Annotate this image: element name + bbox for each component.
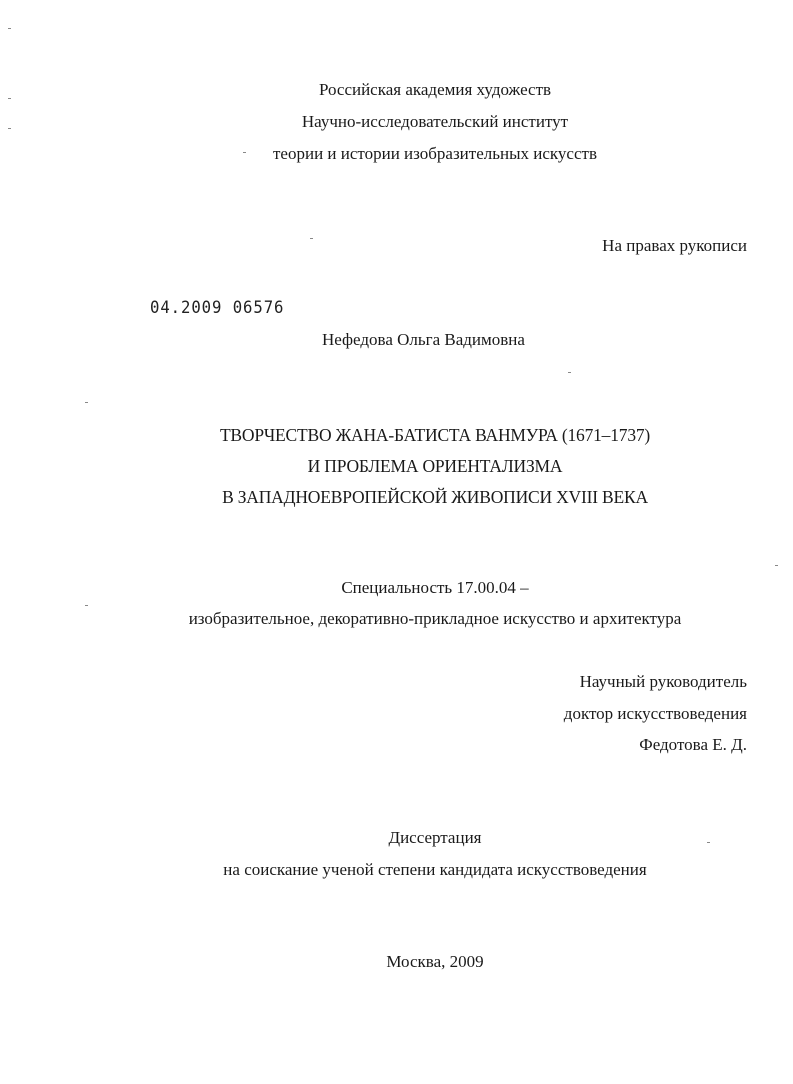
- scan-speck: [8, 28, 11, 29]
- rights-note: На правах рукописи: [602, 236, 747, 255]
- institution-line-3: теории и истории изобразительных искусств: [273, 144, 597, 163]
- specialty-line-1: Специальность 17.00.04 –: [341, 578, 529, 597]
- title-line-3: В ЗАПАДНОЕВРОПЕЙСКОЙ ЖИВОПИСИ XVIII ВЕКА: [222, 487, 648, 507]
- scan-speck: [568, 372, 571, 373]
- title-line-2: И ПРОБЛЕМА ОРИЕНТАЛИЗМА: [307, 456, 563, 476]
- advisor-name: Федотова Е. Д.: [639, 735, 747, 754]
- dissertation-label: Диссертация: [388, 828, 482, 847]
- institution-line-1: Российская академия художеств: [318, 80, 552, 99]
- city-year: Москва, 2009: [386, 952, 484, 971]
- institution-line-2: Научно-исследовательский институт: [301, 112, 569, 131]
- dissertation-purpose: на соискание ученой степени кандидата искусствоведения: [223, 860, 647, 879]
- scan-speck: [310, 238, 313, 239]
- title-line-1: ТВОРЧЕСТВО ЖАНА-БАТИСТА ВАНМУРА (1671–1737): [219, 425, 651, 445]
- advisor-role: Научный руководитель: [579, 672, 747, 691]
- author-name: Нефедова Ольга Вадимовна: [322, 330, 525, 349]
- archive-stamp-number: 04.2009 06576: [150, 298, 285, 318]
- scan-speck: [85, 605, 88, 606]
- scan-speck: [85, 402, 88, 403]
- specialty-line-2: изобразительное, декоративно-прикладное искусство и архитектура: [188, 609, 682, 628]
- scan-speck: [775, 565, 778, 566]
- advisor-degree: доктор искусствоведения: [563, 704, 747, 723]
